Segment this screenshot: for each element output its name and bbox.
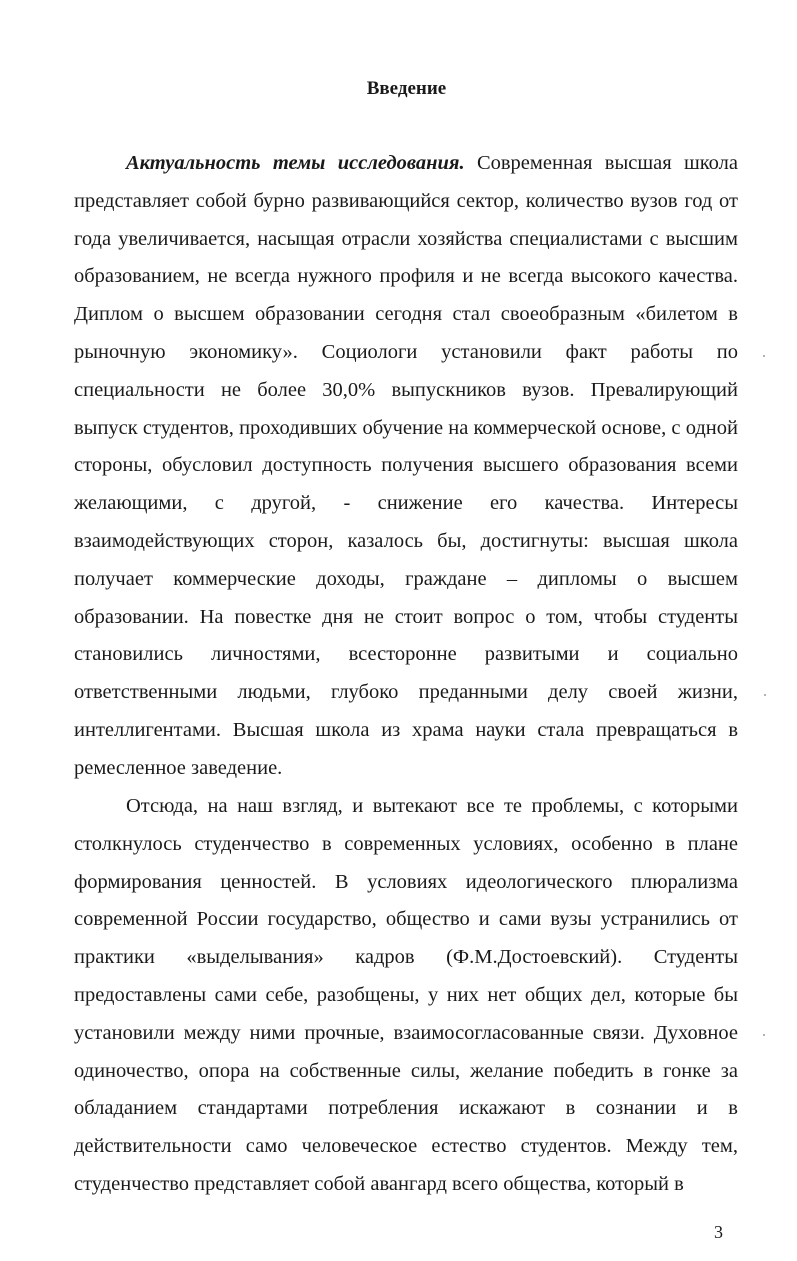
paragraph-text: Современная высшая школа представляет собой бурно развивающийся сектор, количество вузов год от года увеличивается, насыщая отрасли хозяйства специалистами с высшим образованием, не всегда нужного профиля и не всегда высокого качества. Диплом о высшем образовании сегодня стал своеобразным «билетом в рыночную экономику». Социологи установили факт работы по специальности не более 30,0% выпускников вузов. Превалирующий выпуск студентов, проходивших обучение на коммерческой основе, с одной стороны, обусловил доступность получения высшего образования всеми желающими, с другой, - снижение его качества. Интересы взаимодействующих сторон, казалось бы, достигнуты: высшая школа получает коммерческие доходы, граждане – дипломы о высшем образовании. На повестке дня не стоит вопрос о том, чтобы студенты становились личностями, всесторонне развитыми и социально ответственными людьми, глубоко преданными делу своей жизни, интеллигентами. Высшая школа из храма науки стала превращаться в ремесленное заведение. bbox=[74, 152, 738, 779]
paragraph-relevance bbox=[74, 145, 738, 788]
scan-speck bbox=[764, 694, 766, 696]
scan-speck bbox=[763, 1034, 765, 1036]
paragraph-problems bbox=[74, 788, 738, 1204]
paragraph-text: Отсюда, на наш взгляд, и вытекают все те проблемы, с которыми столкнулось студенчество в современных условиях, особенно в плане формирования ценностей. В условиях идеологического плюрализма современной России государство, общество и сами вузы устранились от практики «выделывания» кадров (Ф.М.Достоевский). Студенты предоставлены сами себе, разобщены, у них нет общих дел, которые бы установили между ними прочные, взаимосогласованные связи. Духовное одиночество, опора на собственные силы, желание победить в гонке за обладанием стандартами потребления искажают в сознании и в действительности само человеческое естество студентов. Между тем, студенчество представляет собой авангард всего общества, который в bbox=[74, 795, 738, 1195]
paragraph-lead: Актуальность темы исследования. bbox=[126, 152, 465, 174]
page-number: 3 bbox=[714, 1222, 723, 1242]
page-heading: Введение bbox=[366, 78, 447, 99]
scan-speck bbox=[763, 355, 765, 357]
